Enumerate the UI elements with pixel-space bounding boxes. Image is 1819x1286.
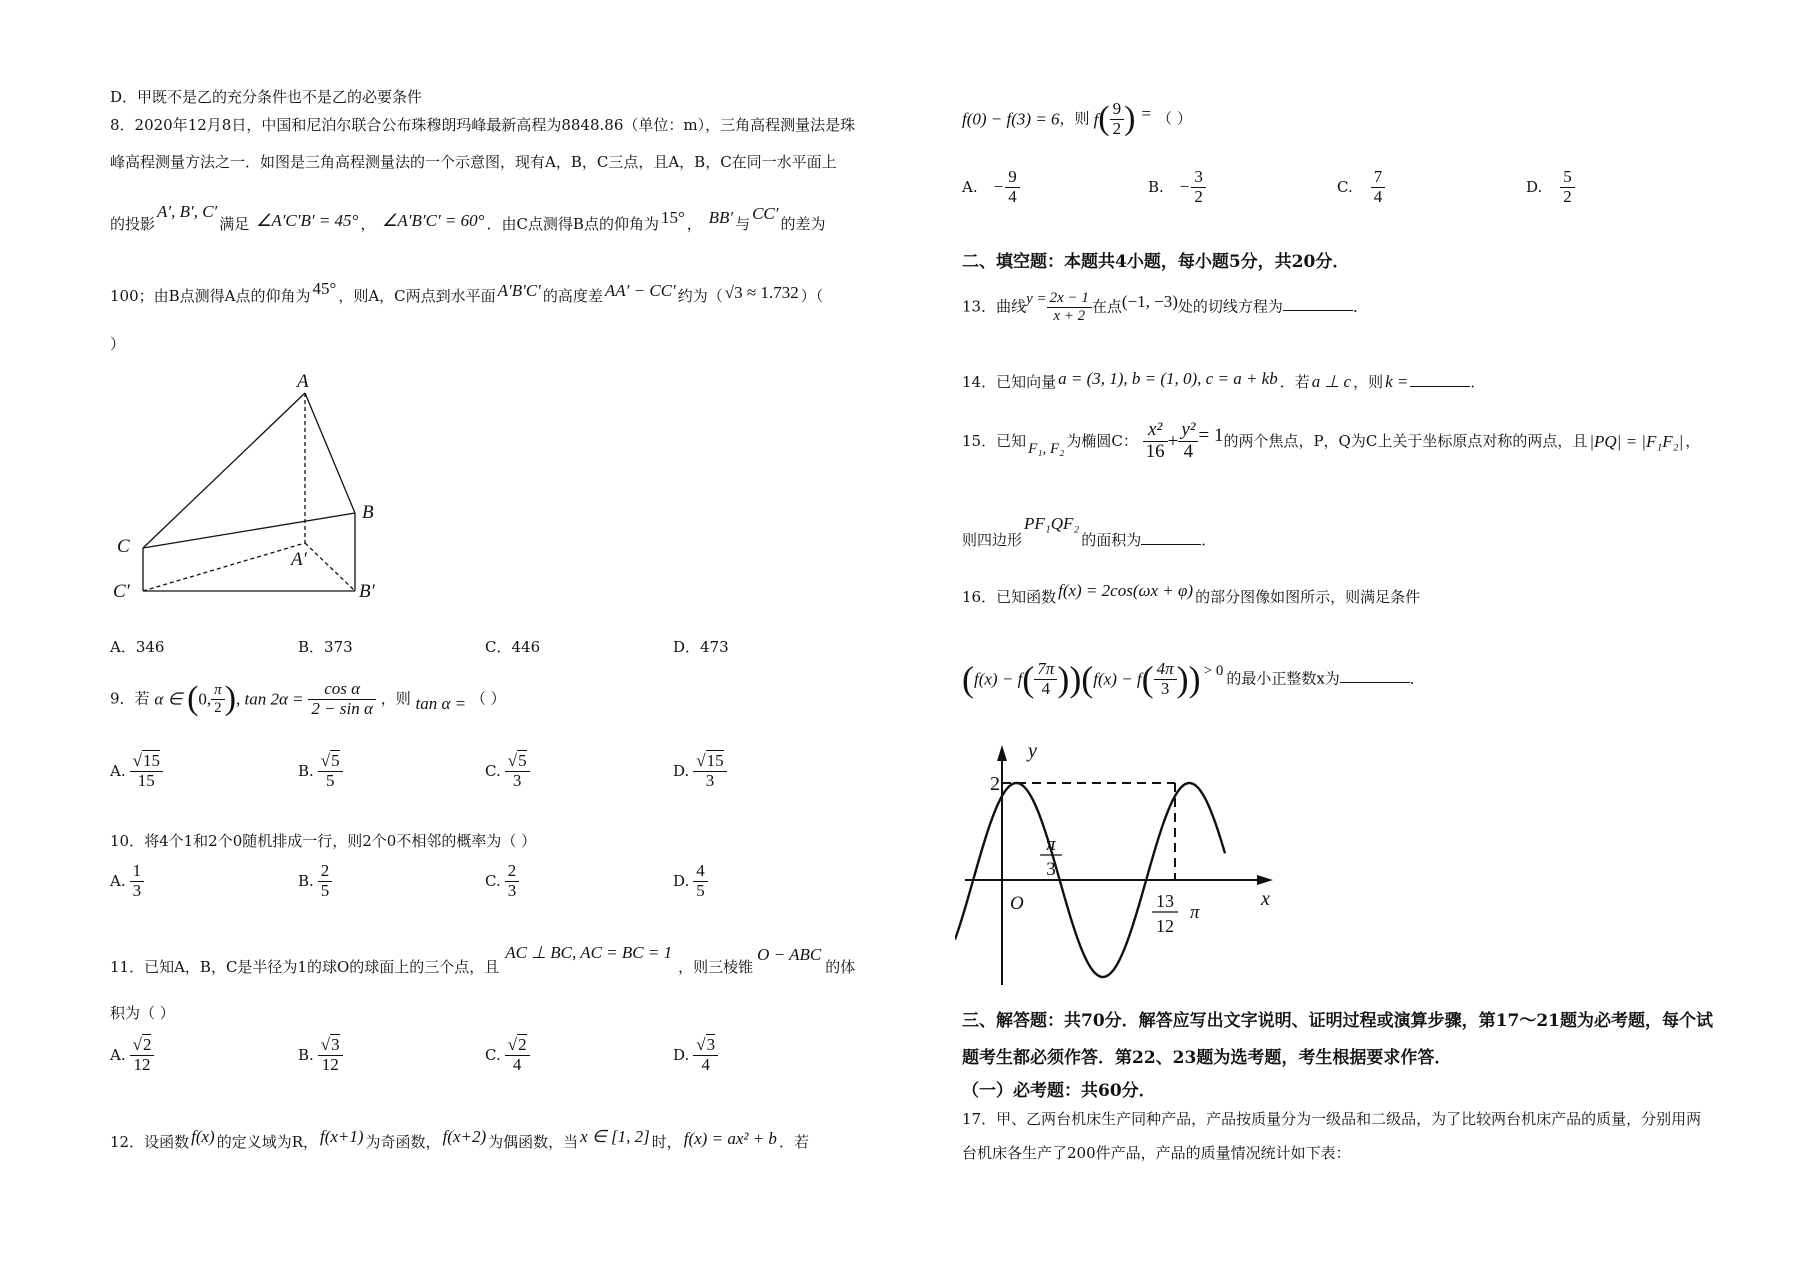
- q11-option-a: A. $\frac{√2}{12}$: [110, 1036, 154, 1074]
- q12-stem: 12．设函数 f(x) 的定义域为R， f(x+1) 为奇函数， f(x+2) 为偶函数，当 x ∈ [1, 2] 时， f(x) = ax² + b ．若: [110, 1127, 809, 1151]
- q13-stem: 13．曲线y = $\frac{2x - 1}{x + 2}$ 在点(−1, −3)处的切线方程为 ．: [962, 290, 1368, 324]
- q10-stem: 10．将4个1和2个0随机排成一行，则2个0不相邻的概率为（ ）: [110, 832, 537, 850]
- q15-stem-line2: 则四边形PF₁QF₂的面积为 ．: [962, 514, 1217, 549]
- x-axis-arrow-icon: [1257, 875, 1273, 885]
- q8-text-line2: 峰高程测量方法之一．如图是三角高程测量法的一个示意图，现有A，B，C三点，且A，B，C在同一水平面上: [110, 153, 837, 171]
- fig-label-b-prime: B′: [359, 581, 375, 602]
- graph-label-y: y: [1028, 740, 1037, 762]
- q8-text-line1: 8．2020年12月8日，中国和尼泊尔联合公布珠穆朗玛峰最新高程为8848.86（单位：m），三角高程测量法是珠: [110, 116, 856, 134]
- q12-continuation: f(0) − f(3) = 6，则 f( $\frac{9}{2}$ ) = （ ）: [962, 99, 1192, 138]
- q8-triangulation-figure: [100, 365, 400, 615]
- graph-label-two: 2: [990, 773, 1000, 795]
- graph-label-pi3-num: π: [1046, 834, 1056, 855]
- q11-stem-line1: 11．已知A，B，C是半径为1的球O的球面上的三个点，且AC ⊥ BC, AC = BC = 1，则三棱锥O − ABC的体: [110, 943, 856, 976]
- fig-label-c: C: [117, 536, 130, 557]
- q12-option-d: D. $\frac{5}{2}$: [1526, 168, 1575, 206]
- q8-text-line4: 100；由B点测得A点的仰角为 45° ，则A，C两点到水平面 A′B′C′ 的高度差 AA′ − CC′ 约为（ √3 ≈ 1.732 ）（: [110, 279, 824, 305]
- q16-stem-line2: (f(x) − f( $\frac{7\pi}{4}$ ))(f(x) − f( $\frac{4\pi}{3}$ )) > 0 的最小正整数x为 ．: [962, 659, 1425, 700]
- q8-option-b: B．373: [298, 638, 353, 656]
- q9-option-d: D. $\frac{√15}{3}$: [673, 752, 727, 790]
- q11-option-b: B. $\frac{√3}{12}$: [298, 1036, 343, 1074]
- q8-text-line5: ）: [110, 335, 126, 353]
- q9-option-c: C. $\frac{√5}{3}$: [485, 752, 530, 790]
- q9-stem: 9．若 α ∈ (0, $\frac{\pi}{2}$ ), tan 2α = $\frac{\text{cos α}}{\text{2 − sin α}}$ ，则 tan α = （ ）: [110, 679, 506, 718]
- q14-answer-blank: [1410, 372, 1470, 387]
- fig-label-a: A: [297, 371, 309, 392]
- q11-option-c: C. $\frac{√2}{4}$: [485, 1036, 530, 1074]
- q7-option-d: D．甲既不是乙的充分条件也不是乙的必要条件: [110, 88, 423, 106]
- q13-answer-blank: [1283, 296, 1353, 311]
- section-2-heading: 二、填空题：本题共4小题，每小题5分，共20分．: [962, 252, 1350, 272]
- q16-stem-line1: 16．已知函数 f(x) = 2cos(ωx + φ) 的部分图像如图所示，则满足条件: [962, 581, 1421, 606]
- q16-answer-blank: [1340, 668, 1410, 683]
- q11-stem-line2: 积为（ ）: [110, 1004, 175, 1022]
- q10-option-c: C. $\frac{2}{3}$: [485, 862, 519, 900]
- q12-option-c: C. $\frac{7}{4}$: [1337, 168, 1385, 206]
- q10-option-b: B. $\frac{2}{5}$: [298, 862, 332, 900]
- section-3-subheading: （一）必考题：共60分．: [962, 1081, 1156, 1101]
- q16-cosine-graph: [955, 735, 1285, 995]
- q9-option-b: B. $\frac{√5}{5}$: [298, 752, 343, 790]
- graph-label-pi3-den: 3: [1046, 859, 1056, 880]
- q12-option-b: B. − $\frac{3}{2}$: [1148, 168, 1206, 206]
- fig-label-a-prime: A′: [291, 549, 307, 570]
- fig-label-c-prime: C′: [113, 581, 130, 602]
- q10-option-d: D. $\frac{4}{5}$: [673, 862, 708, 900]
- q17-stem-line2: 台机床各生产了200件产品，产品的质量情况统计如下表：: [962, 1144, 1351, 1162]
- q12-option-a: A. − $\frac{9}{4}$: [962, 168, 1020, 206]
- graph-label-origin: O: [1010, 893, 1024, 914]
- q8-option-d: D．473: [673, 638, 729, 656]
- q8-option-c: C．446: [485, 638, 541, 656]
- section-3-heading-line1: 三、解答题：共70分．解答应写出文字说明、证明过程或演算步骤，第17～21题为必考题，每个试: [962, 1011, 1713, 1031]
- q8-option-a: A．346: [110, 638, 165, 656]
- graph-label-12: 12: [1156, 916, 1174, 936]
- section-3-heading-line2: 题考生都必须作答．第22、23题为选考题，考生根据要求作答．: [962, 1048, 1452, 1068]
- graph-label-13: 13: [1156, 891, 1174, 911]
- graph-label-pi: π: [1190, 902, 1200, 923]
- fig-label-b: B: [362, 502, 374, 523]
- q11-option-d: D. $\frac{√3}{4}$: [673, 1036, 718, 1074]
- q10-option-a: A. $\frac{1}{3}$: [110, 862, 144, 900]
- q15-stem-line1: 15．已知 F₁, F₂ 为椭圆C： $\frac{\text{x²}}{16}$ + $\frac{\text{y²}}{4}$ = 1的两个焦点，P，Q为C上关于坐标原点对称的两点，且 |PQ| = |F₁F₂| ，: [962, 419, 1701, 462]
- q9-option-a: A. $\frac{√15}{15}$: [110, 752, 163, 790]
- q15-answer-blank: [1141, 530, 1201, 545]
- graph-label-x: x: [1261, 888, 1270, 910]
- q17-stem-line1: 17．甲、乙两台机床生产同种产品，产品按质量分为一级品和二级品，为了比较两台机床产品的质量，分别用两: [962, 1110, 1702, 1128]
- q8-text-line3: 的投影A′, B′, C′满足 ∠A′C′B′ = 45° ， ∠A′B′C′ = 60° ．由C点测得B点的仰角为 15° ， BB′ 与CC′的差为: [110, 202, 826, 233]
- y-axis-arrow-icon: [997, 745, 1007, 761]
- q14-stem: 14．已知向量 a = (3, 1), b = (1, 0), c = a + kb ．若 a ⊥ c ，则 k = ．: [962, 369, 1486, 391]
